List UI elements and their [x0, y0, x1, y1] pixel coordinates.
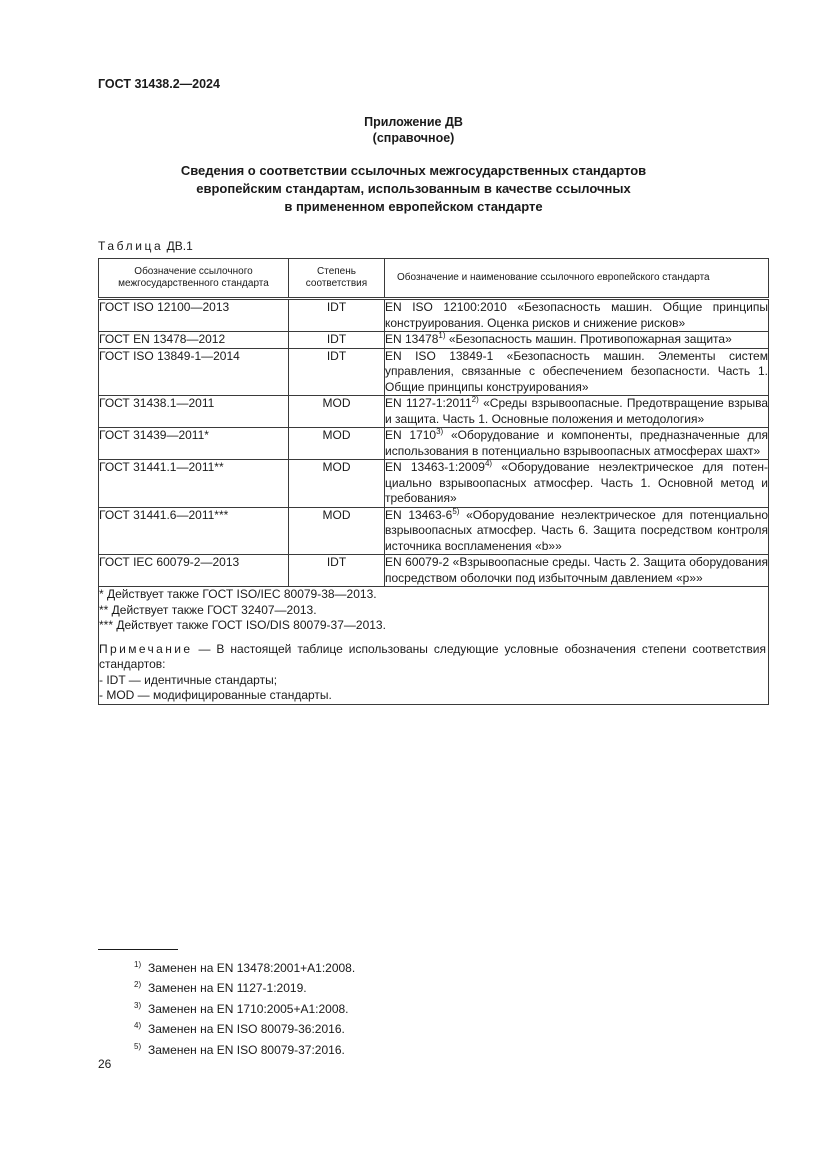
european-standard [385, 428, 769, 460]
table-row [99, 460, 769, 508]
conformity-degree: IDT [289, 555, 385, 587]
table-row [99, 396, 769, 428]
gost-designation: ГОСТ ISO 13849-1—2014 [99, 348, 289, 396]
gost-designation: ГОСТ 31441.1—2011** [99, 460, 289, 508]
footnote-mark: 4) [484, 459, 493, 468]
note-label: Примечание [99, 641, 193, 656]
european-standard [385, 299, 769, 332]
standards-table [98, 258, 769, 705]
document-code: ГОСТ 31438.2—2024 [98, 77, 220, 91]
table-caption-number: ДВ.1 [166, 239, 193, 253]
conformity-degree: IDT [289, 299, 385, 332]
note-item: - IDT — идентичные стандарты; [99, 672, 278, 687]
conformity-degree: MOD [289, 460, 385, 508]
star-note: * Действует также ГОСТ ISO/IEC 80079-38—2013. [99, 587, 377, 601]
en-title: «Оборудование и компоненты, предназначенные для использования в потенциально взрывоопасных атмосферах шахт» [385, 428, 769, 458]
footnote: $^{3)}$ Заменен на EN 1710:2005+A1:2008. [134, 1000, 349, 1016]
note-text: — В настоящей таблице использованы следующие условные обозначения степени соответствия стандартов: [99, 641, 766, 671]
en-title: «Оборудование неэлектрическое для потенциально взрывоопасных атмосфер. Часть 1. Основной метод и требования» [385, 460, 769, 505]
footnote-mark: 2) [471, 395, 479, 404]
en-code: EN 1127-1:2011 [385, 396, 472, 410]
en-title: «Безопасность машин. Общие принципы конструирования. Оценка рисков и снижение рисков» [385, 300, 768, 330]
header-gost: Обозначение ссылочного межгосударственного стандарта [99, 259, 289, 299]
annex-heading [0, 162, 827, 216]
header-european: Обозначение и наименование ссылочного европейского стандарта [385, 259, 769, 299]
european-standard [385, 396, 769, 428]
table-row [99, 555, 769, 587]
header-degree: Степень соответствия [289, 259, 385, 299]
en-code: EN ISO 13849-1 [385, 348, 494, 363]
star-note: ** Действует также ГОСТ 32407—2013. [99, 602, 317, 617]
table-row [99, 348, 769, 396]
table-header-row [99, 259, 769, 299]
european-standard [385, 507, 769, 555]
footnote-text: Заменен на EN 1127-1:2019. [148, 981, 307, 996]
en-title: «Среды взрывоопасные. Предотвращение взрыва и защита. Часть 1. Основные положения и методология» [385, 396, 768, 426]
en-code: EN 13463-6 [385, 507, 453, 522]
en-code: EN 13463-1:2009 [385, 460, 485, 474]
star-note: *** Действует также ГОСТ ISO/DIS 80079-37—2013. [99, 618, 386, 632]
european-standard [385, 460, 769, 508]
table-row [99, 507, 769, 555]
conformity-degree: MOD [289, 507, 385, 555]
european-standard [385, 332, 769, 349]
conformity-degree: MOD [289, 428, 385, 460]
footnote: $^{2)}$ Заменен на EN 1127-1:2019. [134, 980, 307, 996]
table-body [99, 299, 769, 587]
en-title: «Безопасность машин. Элементы систем управления, связанные с обеспечением безопасности. Часть 1. Общие принципы конструирования» [385, 348, 768, 394]
european-standard [385, 348, 769, 396]
en-code: EN 13478 [385, 332, 439, 346]
en-code: EN 60079-2 [385, 555, 450, 569]
gost-designation: ГОСТ 31439—2011* [99, 428, 289, 460]
footnote-mark: 3) [436, 427, 444, 436]
table-caption [98, 239, 193, 253]
gost-designation: ГОСТ EN 13478—2012 [99, 332, 289, 349]
gost-designation: ГОСТ 31441.6—2011*** [99, 507, 289, 555]
table-notes [99, 587, 769, 705]
footnote-text: Заменен на EN ISO 80079-37:2016. [148, 1042, 345, 1057]
page-number: 26 [98, 1057, 112, 1071]
european-standard [385, 555, 769, 587]
table-row [99, 428, 769, 460]
footnote-text: Заменен на EN 13478:2001+A1:2008. [148, 961, 356, 975]
heading-line: европейским стандартам, использованным в качестве ссылочных [196, 181, 631, 196]
conformity-degree: MOD [289, 396, 385, 428]
table-notes-row [99, 587, 769, 705]
table-note [99, 642, 768, 673]
conformity-degree: IDT [289, 348, 385, 396]
footnote-mark: 5) [452, 506, 460, 516]
en-title: «Оборудование неэлектрическое для потенциально взрывоопасных атмосфер. Часть 6. Защита посредством контроля источника воспламенения «b»» [385, 507, 768, 553]
en-code: EN 1710 [385, 428, 437, 442]
gost-designation: ГОСТ ISO 12100—2013 [99, 299, 289, 332]
footnotes [134, 958, 355, 1060]
footnote: $^{5)}$ Заменен на EN ISO 80079-37:2016. [134, 1041, 345, 1057]
footnote-mark: 1) [438, 331, 446, 340]
footnote-text: Заменен на EN 1710:2005+A1:2008. [148, 1001, 349, 1016]
table-caption-word: Таблица [98, 239, 164, 253]
en-code: EN ISO 12100:2010 [385, 300, 507, 314]
footnote-text: Заменен на EN ISO 80079-36:2016. [148, 1022, 345, 1037]
note-item: - MOD — модифицированные стандарты. [99, 688, 332, 702]
gost-designation: ГОСТ IEC 60079-2—2013 [99, 555, 289, 587]
heading-line: в примененном европейском стандарте [284, 199, 543, 214]
en-title: «Взрывоопасные среды. Часть 2. Защита оборудования посредством оболочки под избыточным давлением «p»» [385, 555, 768, 585]
annex-kind: (справочное) [372, 131, 455, 145]
footnote: $^{1)}$ Заменен на EN 13478:2001+A1:2008. [134, 960, 356, 975]
gost-designation: ГОСТ 31438.1—2011 [99, 396, 289, 428]
table-row [99, 332, 769, 349]
annex-title: Приложение ДВ [364, 115, 463, 129]
footnote: $^{4)}$ Заменен на EN ISO 80079-36:2016. [134, 1021, 345, 1037]
en-title: «Безопасность машин. Противопожарная защита» [445, 332, 732, 346]
table-row [99, 299, 769, 332]
conformity-degree: IDT [289, 332, 385, 349]
heading-line: Сведения о соответствии ссылочных межгосударственных стандартов [180, 163, 647, 178]
footnote-separator [98, 949, 178, 950]
